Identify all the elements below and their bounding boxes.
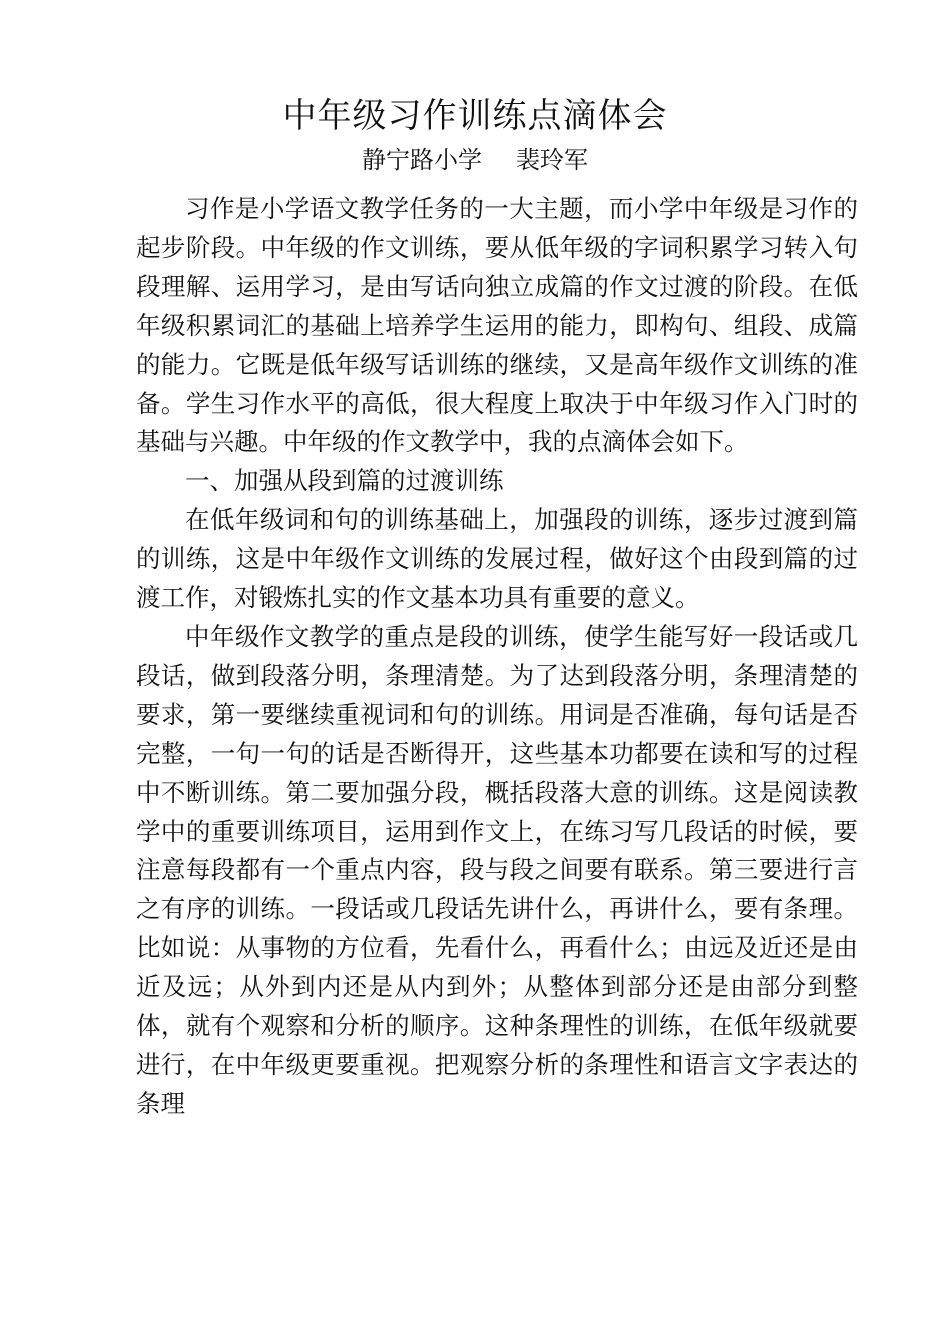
school-name: 静宁路小学: [362, 146, 482, 174]
byline: [0, 143, 950, 177]
paragraph-intro: 习作是小学语文教学任务的一大主题，而小学中年级是习作的起步阶段。中年级的作文训练，要从低年级的字词积累学习转入句段理解、运用学习，是由写话向独立成篇的作文过渡的阶段。在低年级积累词汇的基础上培养学生运用的能力，即构句、组段、成篇的能力。它既是低年级写话训练的继续，又是高年级作文训练的准备。学生习作水平的高低，很大程度上取决于中年级习作入门时的基础与兴趣。中年级的作文教学中，我的点滴体会如下。: [136, 194, 858, 457]
document-title: 中年级习作训练点滴体会: [282, 96, 668, 136]
document-body: [136, 190, 858, 1124]
section-heading-1: 一、加强从段到篇的过渡训练: [185, 466, 504, 496]
author-name: 裴玲军: [516, 146, 588, 174]
paragraph-transition: 在低年级词和句的训练基础上，加强段的训练，逐步过渡到篇的训练，这是中年级作文训练的发展过程，做好这个由段到篇的过渡工作，对锻炼扎实的作文基本功具有重要的意义。: [136, 505, 858, 613]
paragraph-segment-training: 中年级作文教学的重点是段的训练，使学生能写好一段话或几段话，做到段落分明，条理清楚。为了达到段落分明，条理清楚的要求，第一要继续重视词和句的训练。用词是否准确，每句话是否完整，一句一句的话是否断得开，这些基本功都要在读和写的过程中不断训练。第二要加强分段，概括段落大意的训练。这是阅读教学中的重要训练项目，运用到作文上，在练习写几段话的时候，要注意每段都有一个重点内容，段与段之间要有联系。第三要进行言之有序的训练。一段话或几段话先讲什么，再讲什么，要有条理。比如说：从事物的方位看，先看什么，再看什么；由远及近还是由近及远；从外到内还是从内到外；从整体到部分还是由部分到整体，就有个观察和分析的顺序。这种条理性的训练，在低年级就要进行，在中年级更要重视。把观察分析的条理性和语言文字表达的条理: [136, 621, 858, 1118]
